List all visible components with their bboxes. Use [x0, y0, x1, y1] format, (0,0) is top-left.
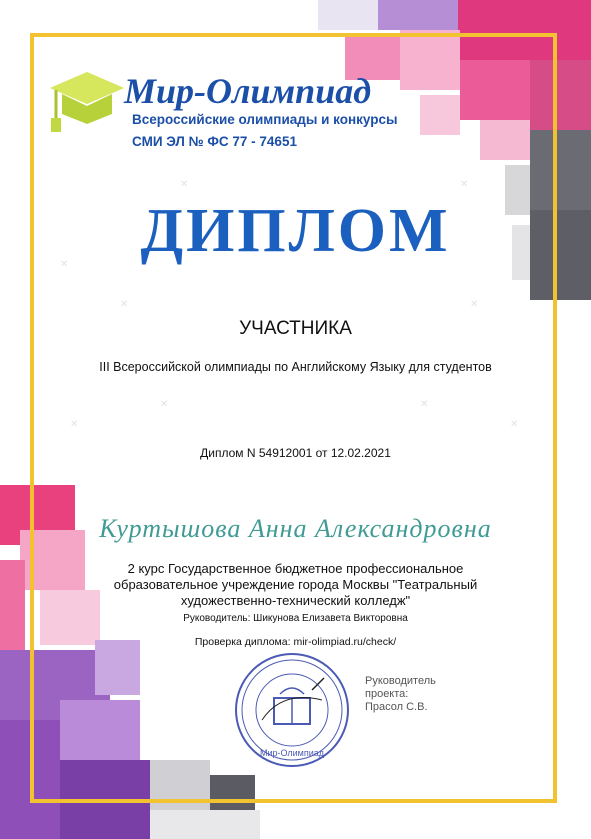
logo-title: Мир-Олимпиад [124, 71, 372, 111]
supervisor-line: Руководитель: Шикунова Елизавета Викторовна [183, 613, 408, 624]
project-head-line1: Руководитель [365, 675, 436, 687]
project-head-name: Прасол С.В. [365, 701, 428, 713]
diploma-title: ДИПЛОМ [140, 197, 451, 265]
check-link-text: Проверка диплома: mir-olimpiad.ru/check/ [194, 636, 397, 648]
recipient-name: Куртышова Анна Александровна [99, 514, 492, 543]
recipient-institution: 2 курс Государственное бюджетное профессиональное образовательное учреждение города Москвы "Театральный художественно-технический колледж" [113, 561, 478, 608]
logo-registration: СМИ ЭЛ № ФС 77 - 74651 [132, 134, 297, 149]
olympiad-name: III Всероссийской олимпиады по Английскому Языку для студентов [99, 360, 492, 374]
logo-subtitle: Всероссийские олимпиады и конкурсы [132, 112, 398, 127]
participant-label: УЧАСТНИКА [239, 318, 352, 339]
diploma-page: ✕ ✕ ✕ ✕ ✕ ✕ ✕ ✕ ✕ Мир-Олимпиад Всероссийские олимпиады и конкурсы СМИ ЭЛ № ФС 77 - 74651 ДИПЛОМ УЧАСТНИКА III Всероссийской олимпиады по Английскому Языку для студентов Диплом N 54912001 от 12.02.2021 Куртышова Анна Александровна 2 курс Государственное бюджетное профессиональное образовательное учреждение города Москвы "Театральный художественно-технический колледж" Руководитель: Шикунова Елизавета Викторовна Проверка диплома: mir-olimpiad.ru/check/ Мир-Олимпиад Руководитель проекта: Прасол С.В. [0, 0, 591, 839]
diploma-number: Диплом N 54912001 от 12.02.2021 [200, 446, 391, 460]
official-stamp-icon [232, 650, 352, 770]
stamp-text: Мир-Олимпиад [259, 748, 325, 758]
graduation-cap-icon [42, 62, 132, 142]
logo-block [42, 62, 402, 157]
project-head-label [365, 675, 436, 714]
project-head-line2: проекта: [365, 688, 409, 700]
